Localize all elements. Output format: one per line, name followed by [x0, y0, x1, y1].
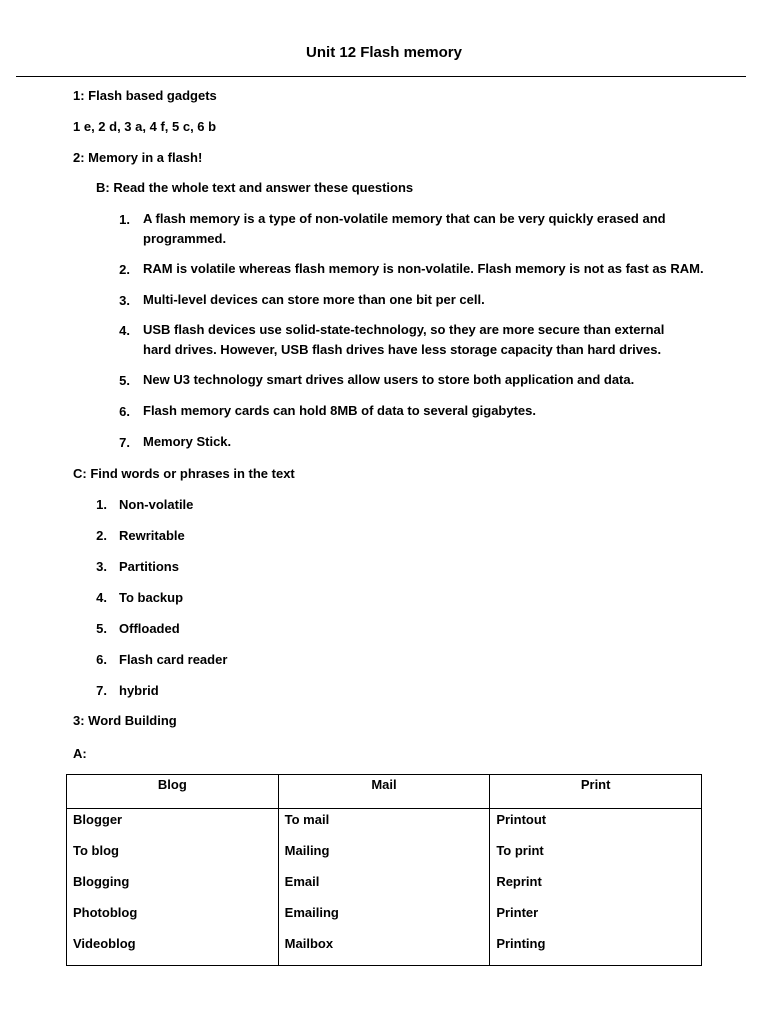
- word-building-table: [66, 774, 702, 966]
- partC-item-text: Rewritable: [119, 528, 185, 543]
- section3-heading: 3: Word Building: [73, 713, 177, 728]
- partC-item-text: To backup: [119, 590, 184, 605]
- column-header-blog: Blog: [67, 775, 279, 809]
- table-cell-word: Emailing: [284, 905, 339, 920]
- table-cell-word: Blogger: [73, 812, 123, 827]
- partB-item-number: 1.: [119, 212, 130, 227]
- table-cell-word: Email: [284, 874, 320, 889]
- blog-column-cell: [67, 809, 279, 966]
- partC-item-number: 5.: [96, 621, 107, 636]
- table-cell-word: Videoblog: [73, 936, 136, 951]
- partC-item-number: 3.: [96, 559, 107, 574]
- partB-item-number: 4.: [119, 323, 130, 338]
- partB-item-text: Memory Stick.: [143, 434, 232, 449]
- partC-item-number: 2.: [96, 528, 107, 543]
- table-cell-word: Mailing: [284, 843, 330, 858]
- section2-heading: 2: Memory in a flash!: [73, 150, 203, 165]
- partC-item-text: Offloaded: [119, 621, 180, 636]
- table-cell-word: Printout: [496, 812, 547, 827]
- table-cell-word: Mailbox: [284, 936, 334, 951]
- page-title: Unit 12 Flash memory: [306, 44, 462, 61]
- partC-heading: C: Find words or phrases in the text: [73, 466, 295, 481]
- partC-item-number: 7.: [96, 683, 107, 698]
- partB-item-text: New U3 technology smart drives allow users to store both application and data.: [143, 372, 635, 387]
- partC-item-text: hybrid: [119, 683, 159, 698]
- table-header-row: [67, 775, 702, 809]
- table-cell-word: Reprint: [496, 874, 542, 889]
- partB-item-text: USB flash devices use solid-state-technology, so they are more secure than external hard drives. However, USB flash drives have less storage capacity than hard drives.: [143, 322, 665, 357]
- section1-answers: 1 e, 2 d, 3 a, 4 f, 5 c, 6 b: [73, 119, 217, 134]
- table-cell-word: Blogging: [73, 874, 130, 889]
- print-column-cell: [490, 809, 702, 966]
- table-cell-word: Printer: [496, 905, 539, 920]
- partB-heading: B: Read the whole text and answer these questions: [96, 180, 414, 195]
- partB-item-number: 3.: [119, 293, 130, 308]
- partB-item-text: Flash memory cards can hold 8MB of data to several gigabytes.: [143, 403, 537, 418]
- table-row: [67, 809, 702, 966]
- partC-item-text: Flash card reader: [119, 652, 228, 667]
- table-cell-word: To blog: [73, 843, 119, 858]
- table-cell-word: Printing: [496, 936, 546, 951]
- partC-item-number: 6.: [96, 652, 107, 667]
- partB-item-number: 2.: [119, 262, 130, 277]
- column-header-mail: Mail: [278, 775, 490, 809]
- partB-item-text: RAM is volatile whereas flash memory is non-volatile. Flash memory is not as fast as RAM.: [143, 261, 704, 276]
- table-cell-word: Photoblog: [73, 905, 138, 920]
- partB-item-text: Multi-level devices can store more than one bit per cell.: [143, 292, 485, 307]
- partC-item-text: Non-volatile: [119, 497, 194, 512]
- partB-item-number: 6.: [119, 404, 130, 419]
- partB-item-text: A flash memory is a type of non-volatile memory that can be very quickly erased and programmed.: [143, 211, 666, 246]
- table-cell-word: To print: [496, 843, 544, 858]
- section1-heading: 1: Flash based gadgets: [73, 88, 217, 103]
- title-divider: [16, 76, 746, 77]
- partB-item-number: 5.: [119, 373, 130, 388]
- mail-column-cell: [278, 809, 490, 966]
- section3-partA-label: A:: [73, 746, 87, 761]
- partC-item-number: 1.: [96, 497, 107, 512]
- column-header-print: Print: [490, 775, 702, 809]
- partC-item-number: 4.: [96, 590, 107, 605]
- table-cell-word: To mail: [284, 812, 330, 827]
- partB-item-number: 7.: [119, 435, 130, 450]
- partC-item-text: Partitions: [119, 559, 179, 574]
